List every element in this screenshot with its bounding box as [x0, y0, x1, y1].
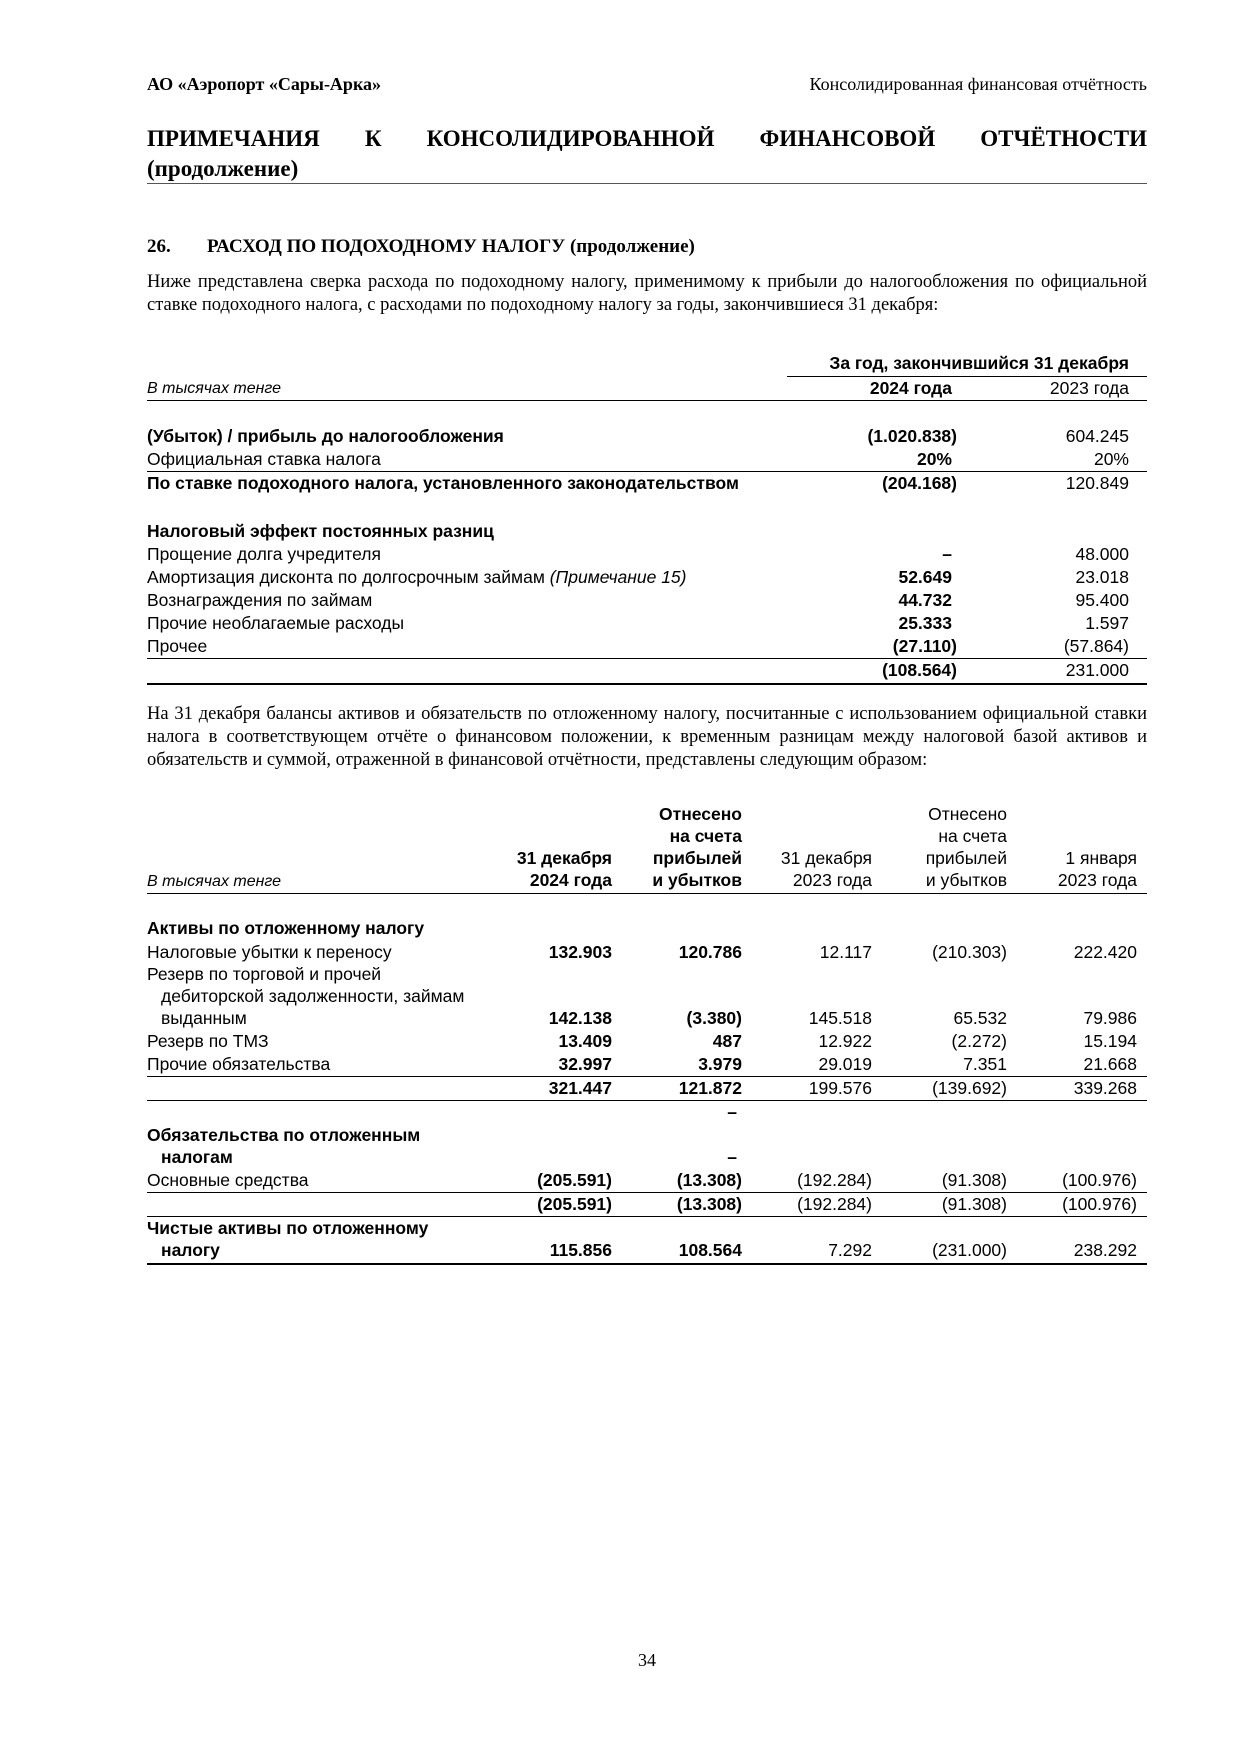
- value-dec2024: (205.591): [537, 1170, 612, 1190]
- units-label: В тысячах тенге: [147, 873, 282, 890]
- table-subheading-row: [147, 1124, 1147, 1147]
- table-net-row: [147, 1239, 1147, 1262]
- value-2024: 44.732: [898, 590, 952, 610]
- row-label: Налоговый эффект постоянных разниц: [147, 521, 494, 541]
- table-row: [147, 589, 1147, 612]
- row-label: Прочее: [147, 636, 208, 656]
- section-title: РАСХОД ПО ПОДОХОДНОМУ НАЛОГУ: [207, 236, 566, 257]
- table-row: [147, 448, 1147, 471]
- dash-row: [147, 1101, 1147, 1124]
- table-group-header: За год, закончившийся 31 декабря: [829, 353, 1129, 373]
- table-row: [147, 1007, 1147, 1030]
- table-header-row: [147, 377, 1147, 400]
- table-row: [147, 941, 1147, 964]
- total-jan2023: 339.268: [1073, 1078, 1137, 1098]
- value-2023: 120.849: [1065, 473, 1129, 493]
- net-dec2024: 115.856: [549, 1240, 612, 1260]
- table-subheading-row: [147, 1146, 1147, 1169]
- table-row: [147, 635, 1147, 658]
- intro-paragraph: Ниже представлена сверка расхода по подоходному налогу, применимому к прибыли до налогообложения по официальной ставке подоходного налога, с расходами по подоходному налогу за годы, закончившиеся 31 декабря:: [147, 272, 1147, 315]
- value-pl-2023: (210.303): [932, 942, 1007, 962]
- row-label: Прочие необлагаемые расходы: [147, 613, 405, 633]
- value-dec2023: 12.922: [818, 1031, 872, 1051]
- total-dec2024: 321.447: [548, 1078, 612, 1098]
- table-row: [147, 1169, 1147, 1192]
- table-row: [147, 543, 1147, 566]
- table-row-label-line: [147, 985, 1147, 1008]
- title-divider: [147, 183, 1147, 184]
- value-dec2024: 13.409: [558, 1031, 612, 1051]
- column-header-dec2023: 31 декабря 2023 года: [780, 848, 872, 890]
- net-dec2023: 7.292: [828, 1240, 872, 1260]
- row-label: Официальная ставка налога: [147, 449, 381, 469]
- row-label: Прочие обязательства: [147, 1054, 331, 1074]
- section-suffix: (продолжение): [569, 236, 695, 257]
- row-label: Активы по отложенному налогу: [147, 918, 425, 938]
- value-jan2023: (100.976): [1062, 1170, 1137, 1190]
- value-pl-2023: 65.532: [953, 1008, 1007, 1028]
- value-2024: 25.333: [898, 613, 952, 633]
- value-2024: (1.020.838): [867, 426, 957, 446]
- table-group-header-row: [147, 352, 1147, 375]
- value-jan2023: 15.194: [1083, 1031, 1137, 1051]
- value-dec2023: 145.518: [808, 1008, 872, 1028]
- value-2023: 95.400: [1075, 590, 1129, 610]
- title-word: ОТЧЁТНОСТИ: [980, 126, 1147, 151]
- value-dec2023: (192.284): [797, 1170, 872, 1190]
- value-2023: 1.597: [1085, 613, 1129, 633]
- row-label: налогу: [161, 1240, 220, 1260]
- value-2024: –: [942, 544, 952, 564]
- row-label: Вознаграждения по займам: [147, 590, 373, 610]
- deferred-tax-paragraph: На 31 декабря балансы активов и обязательств по отложенному налогу, посчитанные с использованием официальной ставки налога в соответствующем отчёте о финансовом положении, к временным разницам между налоговой базой активов и обязательств и суммой, отраженной в финансовой отчётности, представлены следующим образом:: [147, 704, 1147, 770]
- value-2023: 48.000: [1075, 544, 1129, 564]
- total-pl-2023: (139.692): [932, 1078, 1007, 1098]
- table-total-row: [147, 1193, 1147, 1216]
- table-row: [147, 472, 1147, 495]
- row-label: Амортизация дисконта по долгосрочным займам: [147, 567, 545, 587]
- table-row: [147, 1030, 1147, 1053]
- table-subheading-row: [147, 917, 1147, 940]
- value-2023: (57.864): [1063, 636, 1129, 656]
- row-label: По ставке подоходного налога, установленного законодательством: [147, 473, 739, 493]
- column-header-2024: 2024 года: [869, 378, 952, 398]
- value-jan2023: 79.986: [1083, 1008, 1137, 1028]
- value-2023: 23.018: [1075, 567, 1129, 587]
- column-header-dec2024: 31 декабря 2024 года: [516, 848, 612, 890]
- row-label: Чистые активы по отложенному: [147, 1218, 429, 1238]
- row-label: Резерв по ТМЗ: [147, 1031, 269, 1051]
- total-2024: (108.564): [882, 660, 957, 680]
- page-title: [147, 124, 1147, 184]
- total-jan2023: (100.976): [1062, 1194, 1137, 1214]
- total-dec2024: (205.591): [537, 1194, 612, 1214]
- value-pl-2024: (3.380): [686, 1008, 742, 1028]
- section-heading: [147, 236, 695, 258]
- value-dec2023: 29.019: [818, 1054, 872, 1074]
- column-header-jan2023: 1 января 2023 года: [1057, 848, 1137, 890]
- total-pl-2024: (13.308): [676, 1194, 742, 1214]
- value-2024: (27.110): [892, 636, 957, 656]
- value-2023: 20%: [1093, 449, 1129, 469]
- row-label: дебиторской задолженности, займам: [161, 986, 465, 1006]
- table-row: [147, 612, 1147, 635]
- title-word: ФИНАНСОВОЙ: [759, 126, 936, 151]
- net-pl-2023: (231.000): [932, 1240, 1007, 1260]
- value-2024: (204.168): [882, 473, 957, 493]
- row-label: Резерв по торговой и прочей: [147, 964, 382, 984]
- title-continued: (продолжение): [147, 156, 299, 181]
- row-label: Основные средства: [147, 1170, 309, 1190]
- units-label: В тысячах тенге: [147, 380, 282, 397]
- value-jan2023: 21.668: [1083, 1054, 1137, 1074]
- table-header-row: [147, 870, 1147, 893]
- row-label: Налоговые убытки к переносу: [147, 942, 392, 962]
- report-name: Консолидированная финансовая отчётность: [809, 74, 1147, 94]
- total-2023: 231.000: [1065, 660, 1129, 680]
- value-2024: 52.649: [898, 567, 952, 587]
- value-pl-2023: (2.272): [951, 1031, 1007, 1051]
- total-divider: [147, 683, 1147, 685]
- value-pl-2024: 487: [712, 1031, 742, 1051]
- total-pl-2024: 121.872: [678, 1078, 742, 1098]
- company-name: АО «Аэропорт «Сары-Арка»: [147, 74, 382, 94]
- value-pl-2023: 7.351: [963, 1054, 1007, 1074]
- value-pl-2024: 3.979: [698, 1054, 742, 1074]
- row-label: Прощение долга учредителя: [147, 544, 381, 564]
- total-dec2023: 199.576: [808, 1078, 872, 1098]
- row-label: (Убыток) / прибыль до налогообложения: [147, 426, 504, 446]
- title-word: К: [364, 126, 382, 151]
- table-total-row: [147, 1077, 1147, 1100]
- value-jan2023: 222.420: [1073, 942, 1137, 962]
- value-dec2023: 12.117: [819, 942, 872, 962]
- row-label: налогам: [161, 1147, 233, 1167]
- page-number: 34: [638, 1650, 656, 1670]
- row-label: выданным: [161, 1008, 247, 1028]
- table-row-label-line: [147, 963, 1147, 986]
- table-subheading-row: [147, 520, 1147, 543]
- total-divider: [147, 1263, 1147, 1265]
- running-header: [147, 74, 1147, 98]
- table-row-label-line: [147, 1217, 1147, 1240]
- total-dec2023: (192.284): [797, 1194, 872, 1214]
- net-jan2023: 238.292: [1073, 1240, 1137, 1260]
- row-label: Обязательства по отложенным: [147, 1125, 421, 1145]
- note-reference: (Примечание 15): [549, 567, 687, 587]
- column-header-pl-2023: Отнесено на счета прибылей и убытков: [925, 804, 1007, 890]
- column-header-2023: 2023 года: [1049, 378, 1129, 398]
- table-row: [147, 1053, 1147, 1076]
- value-pl-2023: (91.308): [941, 1170, 1007, 1190]
- table-total-row: [147, 659, 1147, 682]
- value-2023: 604.245: [1065, 426, 1129, 446]
- total-pl-2023: (91.308): [941, 1194, 1007, 1214]
- section-number: 26.: [147, 236, 171, 257]
- header-divider: [147, 400, 1147, 401]
- title-word: КОНСОЛИДИРОВАННОЙ: [426, 126, 715, 151]
- title-word: ПРИМЕЧАНИЯ: [147, 126, 320, 151]
- value-pl-2024: 120.786: [678, 942, 742, 962]
- dash-mark: –: [727, 1102, 737, 1122]
- value-dec2024: 132.903: [548, 942, 612, 962]
- value-dec2024: 32.997: [558, 1054, 612, 1074]
- net-pl-2024: 108.564: [678, 1240, 742, 1260]
- value-dec2024: 142.138: [548, 1008, 612, 1028]
- header-divider: [147, 893, 1147, 894]
- value-pl-2024: (13.308): [676, 1170, 742, 1190]
- table-row: [147, 425, 1147, 448]
- column-header-pl-2024: Отнесено на счета прибылей и убытков: [652, 804, 742, 890]
- table-row: [147, 566, 1147, 589]
- value-2024: 20%: [916, 449, 952, 469]
- dash-mark: –: [727, 1147, 737, 1167]
